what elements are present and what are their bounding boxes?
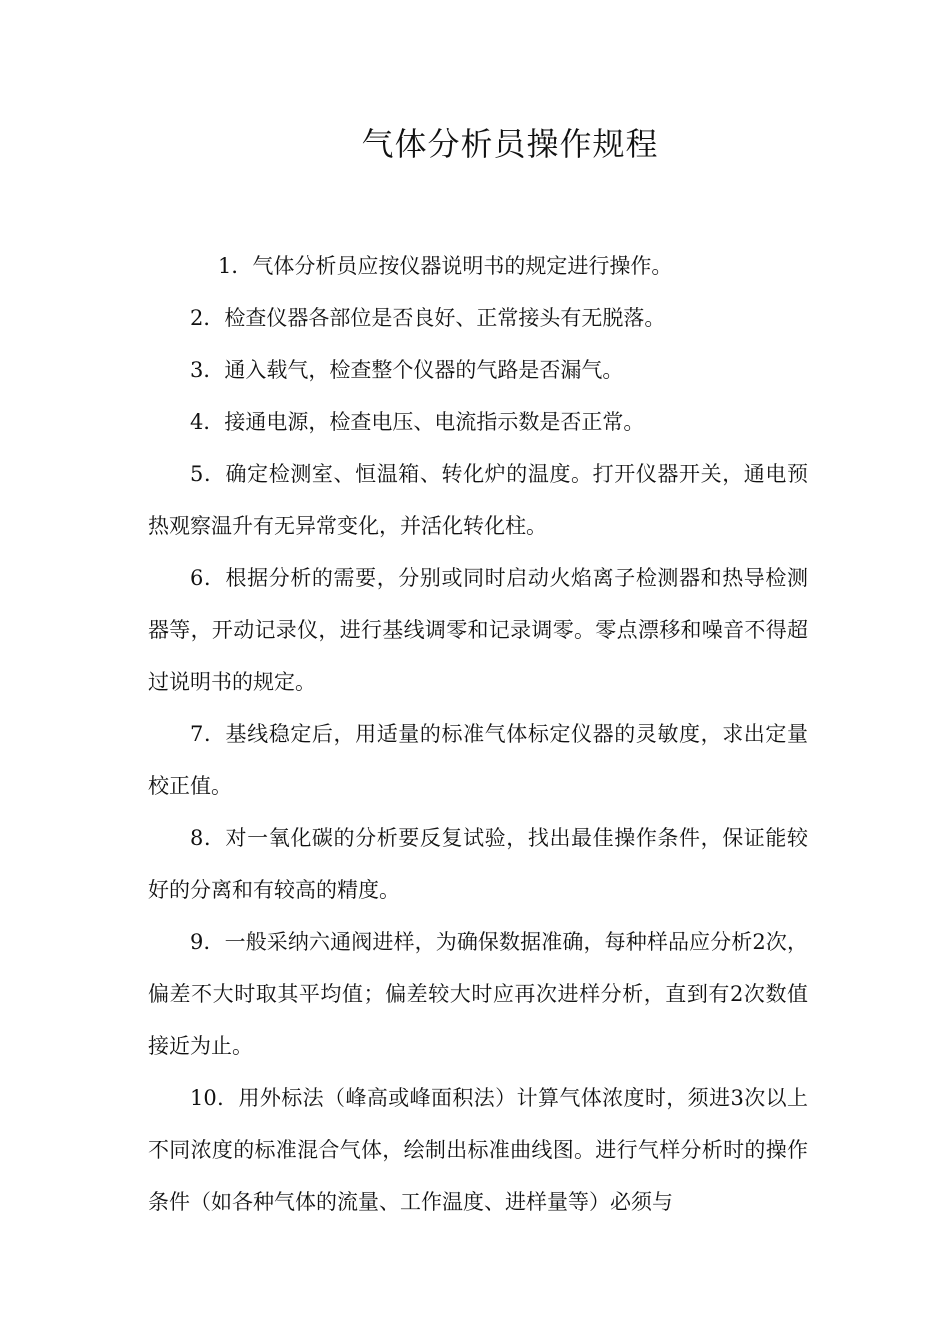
paragraph-7: 7．基线稳定后，用适量的标准气体标定仪器的灵敏度，求出定量校正值。 [148, 722, 808, 798]
paragraph-5: 5．确定检测室、恒温箱、转化炉的温度。打开仪器开关，通电预热观察温升有无异常变化，并活化转化柱。 [148, 462, 808, 538]
paragraph-2: 2．检查仪器各部位是否良好、正常接头有无脱落。 [190, 306, 666, 330]
paragraph-6: 6．根据分析的需要，分别或同时启动火焰离子检测器和热导检测器等，开动记录仪，进行基线调零和记录调零。零点漂移和噪音不得超过说明书的规定。 [148, 566, 808, 694]
paragraph-8: 8．对一氧化碳的分析要反复试验，找出最佳操作条件，保证能较好的分离和有较高的精度。 [148, 826, 808, 902]
document-body [148, 240, 808, 1228]
paragraph-1: 1．气体分析员应按仪器说明书的规定进行操作。 [218, 254, 673, 278]
paragraph-9: 9．一般采纳六通阀进样，为确保数据准确，每种样品应分析2次，偏差不大时取其平均值；偏差较大时应再次进样分析，直到有2次数值接近为止。 [148, 930, 808, 1058]
paragraph-3: 3．通入载气，检查整个仪器的气路是否漏气。 [190, 358, 624, 382]
paragraph-10: 10．用外标法（峰高或峰面积法）计算气体浓度时，须进3次以上不同浓度的标准混合气体，绘制出标准曲线图。进行气样分析时的操作条件（如各种气体的流量、工作温度、进样量等）必须与 [148, 1086, 808, 1214]
paragraph-4: 4．接通电源，检查电压、电流指示数是否正常。 [190, 410, 645, 434]
document-title: 气体分析员操作规程 [361, 125, 659, 163]
